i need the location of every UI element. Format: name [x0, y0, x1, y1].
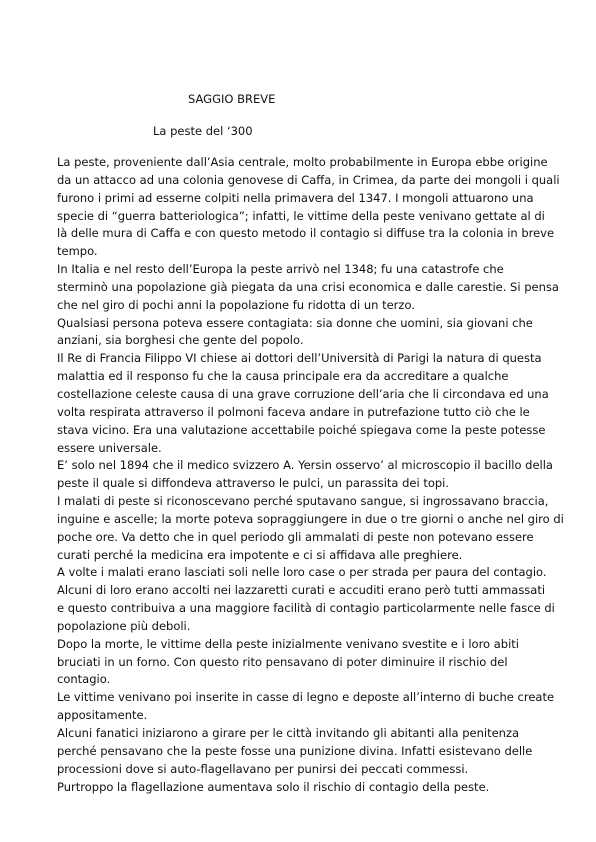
body-text-line: Dopo la morte, le vittime della peste inizialmente venivano svestite e i loro abiti: [57, 636, 519, 651]
body-text-line: perché pensavano che la peste fosse una punizione divina. Infatti esistevano delle: [57, 743, 533, 758]
body-text-line: Alcuni fanatici iniziarono a girare per le città invitando gli abitanti alla penitenza: [57, 726, 520, 740]
body-text-line: Purtroppo la flagellazione aumentava solo il rischio di contagio della peste.: [57, 779, 490, 794]
body-text-line: tempo.: [57, 244, 98, 259]
document-subtitle: La peste del ‘300: [153, 124, 253, 138]
body-text-line: processioni dove si auto-flagellavano per punirsi dei peccati commessi.: [57, 761, 469, 776]
body-text-line: specie di “guerra batteriologica”; infatti, le vittime della peste venivano gettate al di: [57, 208, 545, 223]
body-text-line: peste il quale si diffondeva attraverso le pulci, un parassita dei topi.: [57, 476, 450, 491]
body-text-line: costellazione celeste causa di una grave corruzione dell’aria che li circondava ed una: [57, 386, 549, 401]
body-text-line: appositamente.: [57, 708, 148, 723]
body-text-line: malattia ed il responso fu che la causa principale era da accreditare a qualche: [57, 369, 509, 384]
body-text-line: A volte i malati erano lasciati soli nelle loro case o per strada per paura del contagio.: [57, 565, 547, 580]
body-text-line: volta respirata attraverso il polmoni faceva andare in putrefazione tutto ciò che le: [57, 404, 530, 419]
body-text-line: popolazione più deboli.: [57, 618, 191, 633]
body-text-line: essere universale.: [57, 440, 162, 455]
document-title: SAGGIO BREVE: [188, 92, 276, 106]
body-text-line: anziani, sia borghesi che gente del popolo.: [57, 333, 304, 348]
body-text-line: curati perché la medicina era impotente e ci si affidava alle preghiere.: [57, 547, 463, 562]
body-text-line: sterminò una popolazione già piegata da una crisi economica e dalle carestie. Si pensa: [57, 279, 559, 294]
body-text-line: là delle mura di Caffa e con questo metodo il contagio si diffuse tra la colonia in breve: [57, 226, 555, 241]
body-text-line: inguine e ascelle; la morte poteva sopraggiungere in due o tre giorni o anche nel giro di: [57, 511, 564, 526]
body-text-line: furono i primi ad esserne colpiti nella primavera del 1347. I mongoli attuarono una: [57, 190, 534, 205]
body-text-line: Le vittime venivano poi inserite in casse di legno e deposte all’interno di buche create: [57, 690, 555, 705]
body-text-line: stava vicino. Era una valutazione accettabile poiché spiegava come la peste potesse: [57, 422, 546, 437]
body-text-line: La peste, proveniente dall’Asia centrale, molto probabilmente in Europa ebbe origine: [57, 155, 548, 169]
body-text-line: bruciati in un forno. Con questo rito pensavano di poter diminuire il rischio del: [57, 654, 508, 669]
body-text-line: Il Re di Francia Filippo VI chiese ai dottori dell’Università di Parigi la natura di questa: [57, 351, 542, 366]
body-text-line: e questo contribuiva a una maggiore facilità di contagio particolarmente nelle fasce di: [57, 601, 555, 616]
body-text-line: che nel giro di pochi anni la popolazione fu ridotta di un terzo.: [57, 297, 415, 312]
body-text-line: I malati di peste si riconoscevano perché sputavano sangue, si ingrossavano braccia,: [57, 494, 549, 509]
body-text-line: poche ore. Va detto che in quel periodo gli ammalati di peste non potevano essere: [57, 529, 534, 544]
body-text-line: In Italia e nel resto dell’Europa la peste arrivò nel 1348; fu una catastrofe che: [57, 262, 504, 277]
body-text-line: E’ solo nel 1894 che il medico svizzero A. Yersin osservo’ al microscopio il bacillo della: [57, 458, 553, 473]
document-body: [57, 154, 564, 796]
body-text-line: Qualsiasi persona poteva essere contagiata: sia donne che uomini, sia giovani che: [57, 315, 533, 330]
body-text-line: da un attacco ad una colonia genovese di Caffa, in Crimea, da parte dei mongoli i quali: [57, 172, 560, 187]
body-text-line: contagio.: [57, 672, 111, 687]
body-text-line: Alcuni di loro erano accolti nei lazzaretti curati e accuditi erano però tutti ammassati: [57, 583, 546, 598]
